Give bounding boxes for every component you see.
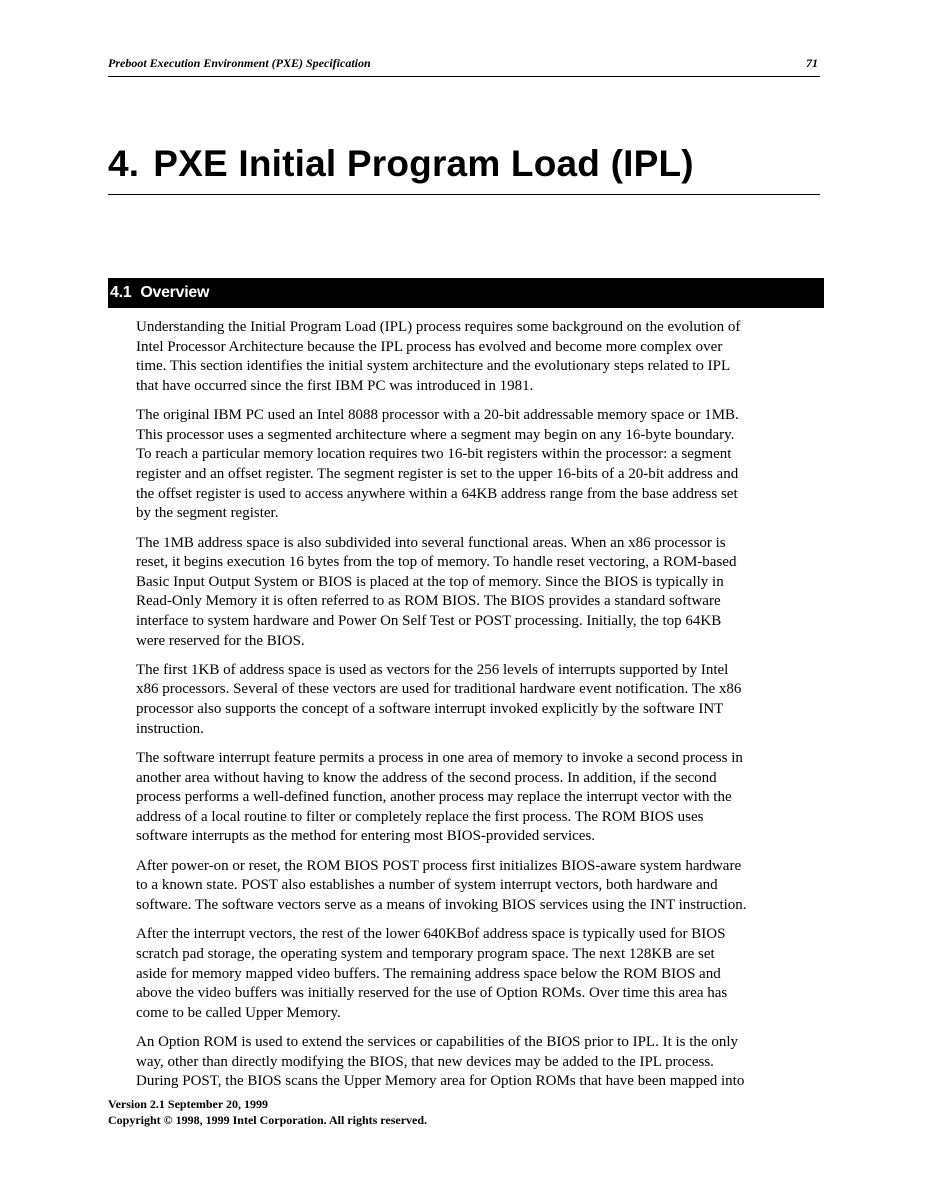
text-line: An Option ROM is used to extend the services or capabilities of the BIOS prior to IPL. It is the only — [136, 1034, 738, 1051]
text-line: were reserved for the BIOS. — [136, 632, 305, 649]
text-line: The 1MB address space is also subdivided into several functional areas. When an x86 processor is — [136, 534, 726, 551]
text-line: software interrupts as the method for entering most BIOS-provided services. — [136, 828, 596, 845]
chapter-heading: PXE Initial Program Load (IPL) — [153, 143, 694, 184]
paragraph — [136, 534, 826, 652]
section-number: 4.1 — [110, 284, 132, 301]
text-line: address of a local routine to filter or completely replace the first process. The ROM BIOS uses — [136, 808, 704, 825]
text-line: Basic Input Output System or BIOS is placed at the top of memory. Since the BIOS is typically in — [136, 573, 724, 590]
copyright-line: Copyright © 1998, 1999 Intel Corporation. All rights reserved. — [108, 1113, 428, 1127]
text-line: The software interrupt feature permits a process in one area of memory to invoke a second process in — [136, 750, 743, 767]
paragraph — [136, 925, 826, 1023]
paragraph — [136, 406, 826, 524]
text-line: reset, it begins execution 16 bytes from the top of memory. To handle reset vectoring, a ROM-based — [136, 554, 737, 571]
chapter-title — [108, 136, 820, 195]
text-line: that have occurred since the first IBM PC was introduced in 1981. — [136, 377, 534, 394]
text-line: To reach a particular memory location requires two 16-bit registers within the processor: a segment — [136, 446, 732, 463]
version-line: Version 2.1 September 20, 1999 — [108, 1097, 268, 1111]
page-number: 71 — [806, 56, 818, 70]
text-line: another area without having to know the address of the second process. In addition, if the second — [136, 769, 717, 786]
paragraph — [136, 661, 826, 739]
text-line: to a known state. POST also establishes a number of system interrupt vectors, both hardware and — [136, 877, 718, 894]
text-line: process performs a well-defined function, another process may replace the interrupt vector with the — [136, 789, 732, 806]
text-line: aside for memory mapped video buffers. The remaining address space below the ROM BIOS and — [136, 965, 721, 982]
page-footer — [108, 1096, 427, 1128]
section-title: Overview — [140, 284, 210, 301]
page-header — [108, 54, 820, 77]
text-line: Read-Only Memory it is often referred to as ROM BIOS. The BIOS provides a standard software — [136, 593, 721, 610]
text-line: The original IBM PC used an Intel 8088 processor with a 20-bit addressable memory space or 1MB. — [136, 407, 739, 424]
text-line: interface to system hardware and Power On Self Test or POST processing. Initially, the top 64KB — [136, 612, 722, 629]
text-line: software. The software vectors serve as a means of invoking BIOS services using the INT instruction. — [136, 897, 747, 914]
text-line: After power-on or reset, the ROM BIOS POST process first initializes BIOS-aware system hardware — [136, 857, 742, 874]
text-line: scratch pad storage, the operating system and temporary program space. The next 128KB are set — [136, 946, 715, 962]
text-line: x86 processors. Several of these vectors are used for traditional hardware event notification. The x86 — [136, 681, 742, 698]
text-line: by the segment register. — [136, 505, 279, 522]
text-line: processor also supports the concept of a software interrupt invoked explicitly by the software INT — [136, 701, 724, 718]
section-heading-bar — [108, 278, 824, 308]
text-line: above the video buffers was initially reserved for the use of Option ROMs. Over time this area has — [136, 985, 728, 1002]
paragraph — [136, 857, 826, 916]
body-text — [136, 318, 826, 1102]
chapter-number: 4. — [108, 143, 140, 184]
text-line: instruction. — [136, 720, 204, 737]
text-line: register and an offset register. The segment register is set to the upper 16-bits of a 20-bit address and — [136, 465, 739, 482]
text-line: Understanding the Initial Program Load (IPL) process requires some background on the evolution of — [136, 319, 741, 335]
text-line: The first 1KB of address space is used as vectors for the 256 levels of interrupts supported by Intel — [136, 661, 729, 678]
text-line: This processor uses a segmented architecture where a segment may begin on any 16-byte boundary. — [136, 426, 735, 443]
text-line: the offset register is used to access anywhere within a 64KB address range from the base address set — [136, 485, 738, 502]
paragraph — [136, 749, 826, 847]
paragraph — [136, 1033, 826, 1092]
text-line: Intel Processor Architecture because the IPL process has evolved and become more complex over — [136, 338, 723, 355]
paragraph — [136, 318, 826, 396]
text-line: way, other than directly modifying the BIOS, that new devices may be added to the IPL process. — [136, 1053, 714, 1070]
text-line: time. This section identifies the initial system architecture and the evolutionary steps related to IPL — [136, 358, 731, 375]
text-line: After the interrupt vectors, the rest of the lower 640KBof address space is typically used for BIOS — [136, 926, 726, 943]
text-line: come to be called Upper Memory. — [136, 1004, 341, 1021]
text-line: During POST, the BIOS scans the Upper Memory area for Option ROMs that have been mapped into — [136, 1073, 745, 1090]
document-title: Preboot Execution Environment (PXE) Specification — [108, 56, 371, 70]
